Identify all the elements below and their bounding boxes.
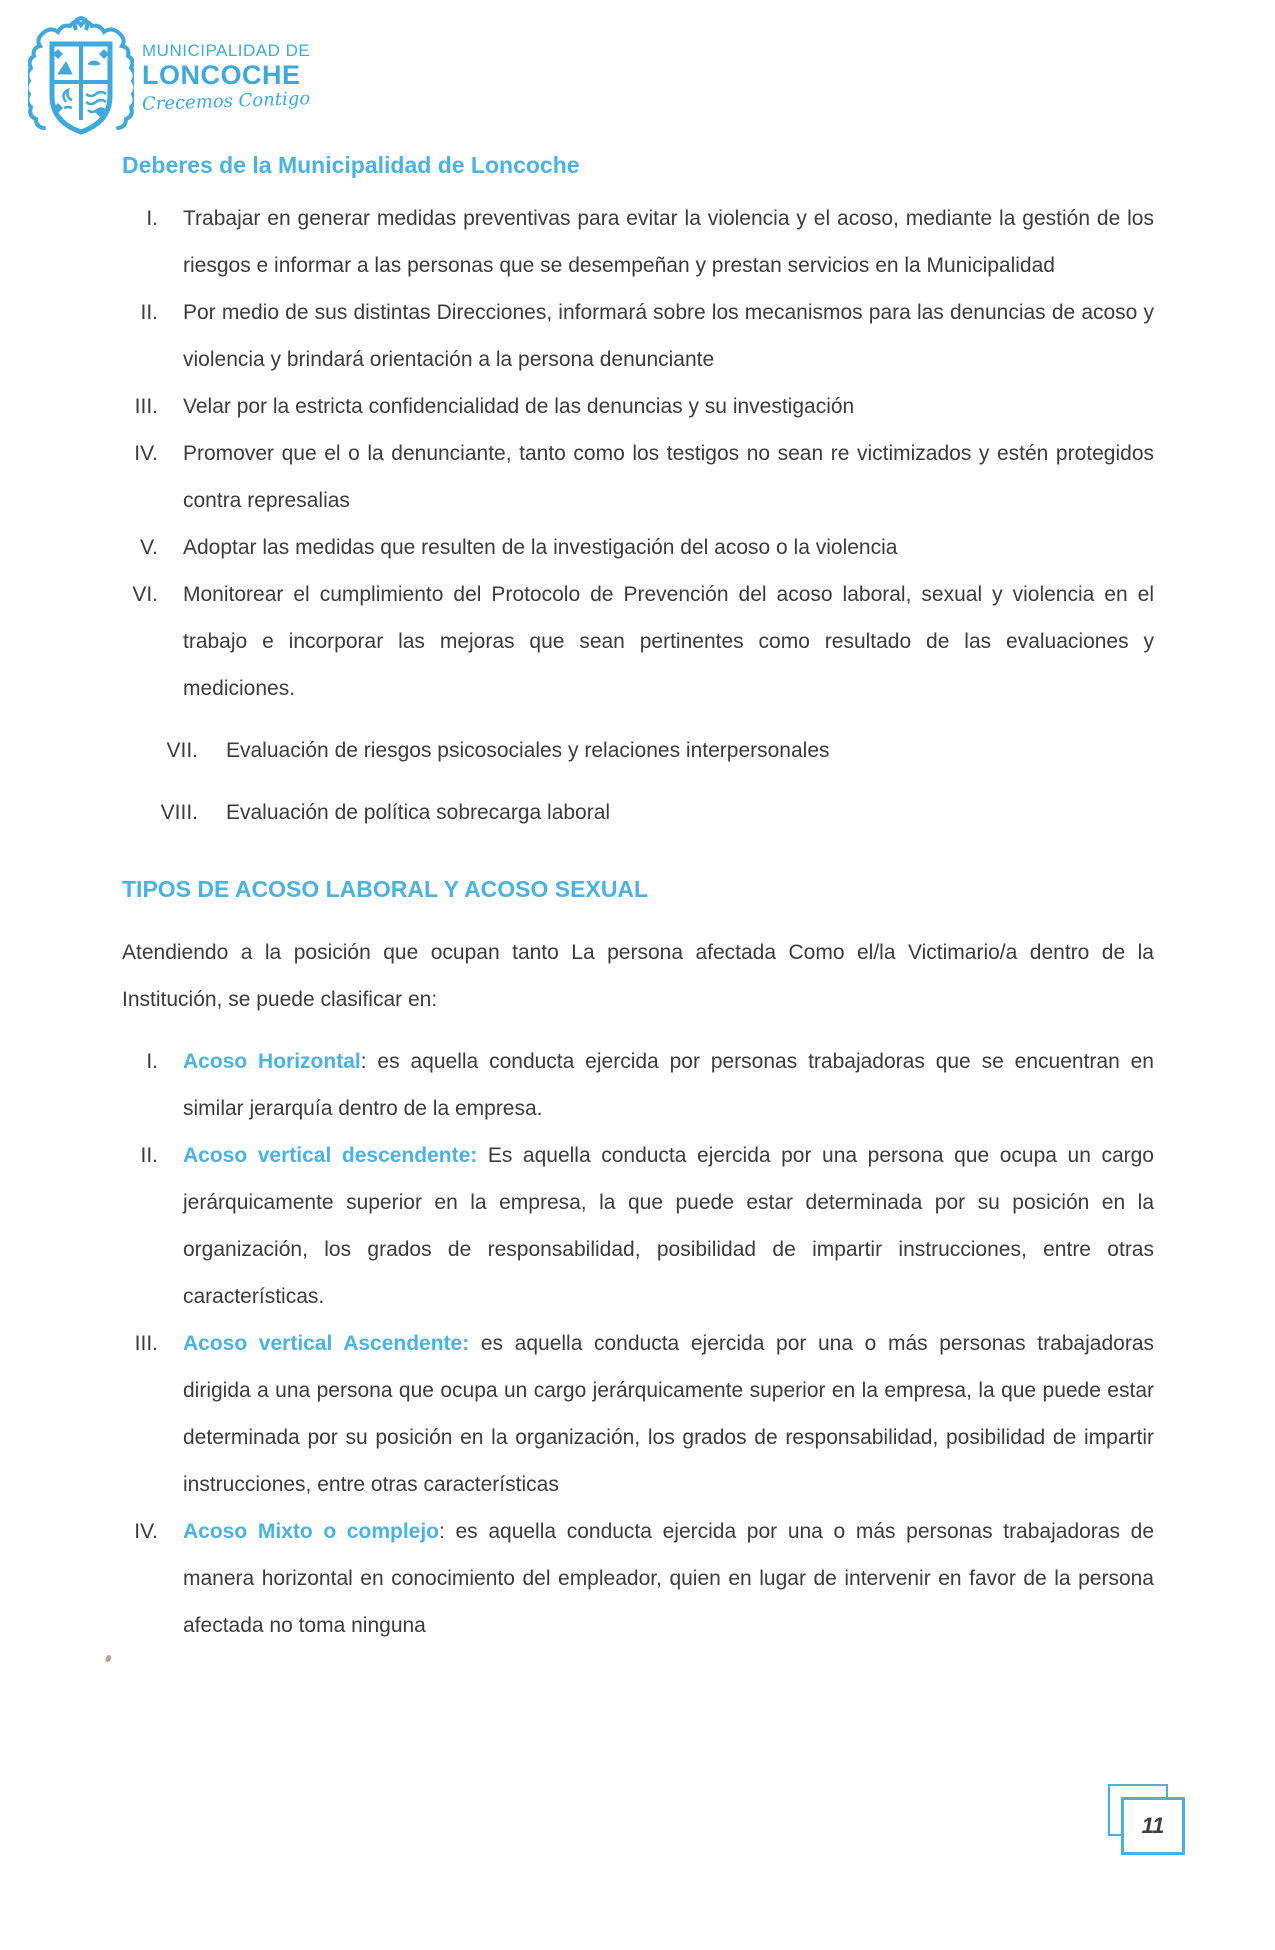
list-item — [122, 1038, 1154, 1132]
list-item-numeral: III. — [134, 1332, 158, 1355]
list-item-numeral: II. — [140, 1144, 158, 1167]
list-item-text: Promover que el o la denunciante, tanto como los testigos no sean re victimizados y estén protegidos contra represalias — [183, 442, 1154, 512]
list-item-text — [183, 1132, 1154, 1320]
list-item-numeral: VII. — [166, 739, 198, 762]
list-item-text — [183, 1508, 1154, 1649]
list-item-numeral: I. — [146, 1050, 158, 1073]
list-item-text: Evaluación de riesgos psicosociales y relaciones interpersonales — [226, 739, 830, 762]
list-item-lead: Acoso vertical descendente: — [183, 1144, 478, 1167]
duties-list — [122, 195, 1154, 836]
logo-org-name: LONCOCHE — [142, 60, 301, 90]
list-item-numeral: IV. — [134, 442, 158, 465]
list-item-rest: Es aquella conducta ejercida por una persona que ocupa un cargo jerárquicamente superior en la empresa, la que puede estar determinada por su posición en la organización, los grados de responsabilidad, posibilidad de impartir instrucciones, entre otras características. — [183, 1144, 1154, 1308]
list-item-rest: es aquella conducta ejercida por una o más personas trabajadoras dirigida a una persona que ocupa un cargo jerárquicamente superior en la empresa, la que puede estar determinada por su posición en la organización, los grados de responsabilidad, posibilidad de impartir instrucciones, entre otras características — [183, 1332, 1154, 1496]
list-item — [122, 289, 1154, 383]
municipal-crest-icon — [28, 16, 134, 140]
list-item-numeral: VI. — [132, 583, 158, 606]
list-item — [122, 430, 1154, 524]
list-item-text: Evaluación de política sobrecarga laboral — [226, 801, 611, 824]
section-title-deberes: Deberes de la Municipalidad de Loncoche — [122, 152, 580, 178]
page-number: 11 — [1141, 1813, 1165, 1838]
list-item-numeral: IV. — [134, 1520, 158, 1543]
list-item — [122, 1508, 1154, 1649]
list-item-numeral: VIII. — [160, 801, 198, 824]
list-item-text: Monitorear el cumplimiento del Protocolo de Prevención del acoso laboral, sexual y violencia en el trabajo e incorporar las mejoras que sean pertinentes como resultado de las evaluaciones y mediciones. — [183, 583, 1154, 700]
list-item-lead: Acoso vertical Ascendente: — [183, 1332, 470, 1355]
list-item — [122, 383, 1154, 430]
document-body — [122, 152, 1154, 1649]
tipos-intro-paragraph: Atendiendo a la posición que ocupan tanto La persona afectada Como el/la Victimario/a dentro de la Institución, se puede clasificar en: — [122, 941, 1154, 1011]
list-item-lead: Acoso Mixto o complejo — [183, 1520, 439, 1543]
municipality-logo — [28, 16, 310, 140]
list-item-text: Trabajar en generar medidas preventivas para evitar la violencia y el acoso, mediante la gestión de los riesgos e informar a las personas que se desempeñan y prestan servicios en la Municipalidad — [183, 207, 1154, 277]
logo-org-prefix: MUNICIPALIDAD DE — [142, 41, 311, 60]
list-item — [122, 1320, 1154, 1508]
list-item-text: Adoptar las medidas que resulten de la investigación del acoso o la violencia — [183, 536, 898, 559]
list-item-numeral: V. — [140, 536, 158, 559]
list-item-numeral: I. — [146, 207, 158, 230]
list-item-lead: Acoso Horizontal — [183, 1050, 361, 1073]
page-number-front-frame — [1121, 1797, 1185, 1855]
list-item — [122, 789, 1154, 836]
list-item-rest: : es aquella conducta ejercida por personas trabajadoras que se encuentran en similar jerarquía dentro de la empresa. — [183, 1050, 1154, 1120]
list-item — [122, 571, 1154, 712]
scan-artifact — [105, 1654, 112, 1662]
page-number-box — [1108, 1784, 1180, 1850]
list-item-rest: : es aquella conducta ejercida por una o más personas trabajadoras de manera horizontal en conocimiento del empleador, quien en lugar de intervenir en favor de la persona afectada no toma ninguna — [183, 1520, 1154, 1637]
list-item — [122, 195, 1154, 289]
list-item-text — [183, 1038, 1154, 1132]
list-item-numeral: III. — [134, 395, 158, 418]
list-item — [122, 727, 1154, 774]
list-item-text: Por medio de sus distintas Direcciones, informará sobre los mecanismos para las denuncias de acoso y violencia y brindará orientación a la persona denunciante — [183, 301, 1154, 371]
section-title-tipos: TIPOS DE ACOSO LABORAL Y ACOSO SEXUAL — [122, 876, 649, 902]
list-item-text: Velar por la estricta confidencialidad de las denuncias y su investigación — [183, 395, 855, 418]
logo-tagline: Crecemos Contigo — [141, 88, 311, 115]
list-item — [122, 524, 1154, 571]
list-item — [122, 1132, 1154, 1320]
list-item-text — [183, 1320, 1154, 1508]
tipos-list — [122, 1038, 1154, 1649]
list-item-numeral: II. — [140, 301, 158, 324]
